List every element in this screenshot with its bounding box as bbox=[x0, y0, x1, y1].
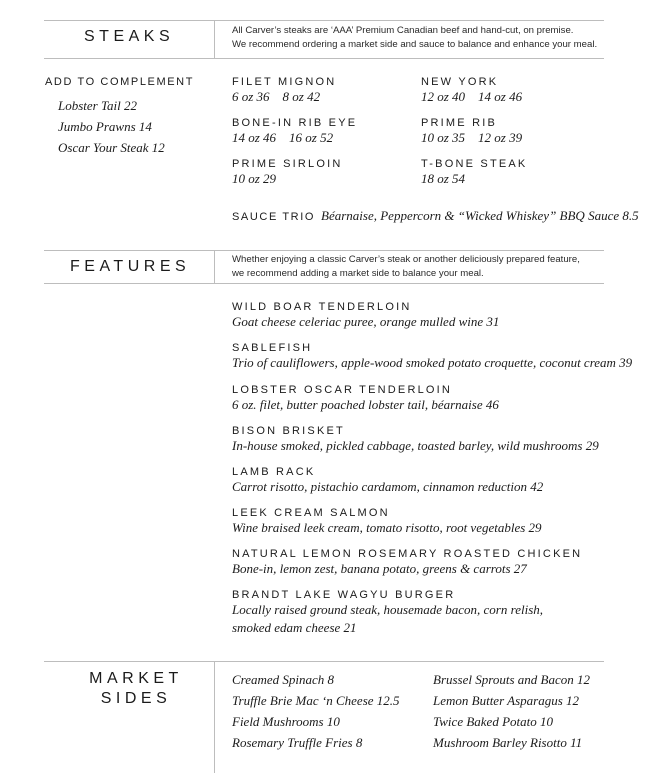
steak-name: PRIME RIB bbox=[421, 117, 498, 129]
feature-name: LEEK CREAM SALMON bbox=[232, 507, 390, 519]
feature-desc: Bone-in, lemon zest, banana potato, greens & carrots 27 bbox=[232, 561, 527, 576]
steak-price: 10 oz 29 bbox=[232, 171, 277, 186]
market-sides-title-line: SIDES bbox=[100, 690, 172, 707]
steak-name: PRIME SIRLOIN bbox=[232, 158, 343, 170]
feature-desc: Trio of cauliflowers, apple-wood smoked potato croquette, coconut cream 39 bbox=[232, 355, 633, 370]
steaks-divider bbox=[214, 20, 215, 58]
feature-name: SABLEFISH bbox=[232, 342, 313, 354]
features-description bbox=[232, 253, 580, 280]
side-item: Creamed Spinach 8 bbox=[232, 672, 335, 687]
feature-item-sablefish bbox=[232, 342, 632, 372]
feature-item-wagyu-burger bbox=[232, 589, 543, 637]
steaks-description-line: All Carver’s steaks are ‘AAA’ Premium Canadian beef and hand-cut, on premise. bbox=[232, 25, 574, 36]
market-sides-divider bbox=[214, 661, 215, 773]
feature-desc: Carrot risotto, pistachio cardamom, cinnamon reduction 42 bbox=[232, 479, 544, 494]
steak-price: 14 oz 46 16 oz 52 bbox=[232, 130, 334, 145]
steak-item-bone-in-rib-eye bbox=[232, 117, 357, 146]
feature-desc: smoked edam cheese 21 bbox=[232, 620, 357, 635]
feature-desc: Locally raised ground steak, housemade bacon, corn relish, bbox=[232, 602, 543, 617]
market-sides-left-list bbox=[232, 669, 400, 753]
steaks-top-rule bbox=[44, 20, 604, 21]
feature-name: BISON BRISKET bbox=[232, 425, 345, 437]
features-description-line: we recommend adding a market side to balance your meal. bbox=[232, 267, 484, 279]
feature-name: BRANDT LAKE WAGYU BURGER bbox=[232, 589, 456, 601]
feature-item-bison-brisket bbox=[232, 425, 599, 455]
sauce-trio bbox=[232, 207, 639, 225]
steaks-description-line: We recommend ordering a market side and sauce to balance and enhance your meal. bbox=[232, 38, 598, 50]
side-item: Field Mushrooms 10 bbox=[232, 714, 340, 729]
steak-price: 12 oz 40 14 oz 46 bbox=[421, 89, 523, 104]
feature-item-lamb-rack bbox=[232, 466, 543, 496]
side-item: Brussel Sprouts and Bacon 12 bbox=[433, 672, 590, 687]
feature-desc: Wine braised leek cream, tomato risotto, root vegetables 29 bbox=[232, 520, 542, 535]
steak-item-prime-rib bbox=[421, 117, 522, 146]
steak-item-new-york bbox=[421, 76, 522, 105]
steaks-description bbox=[232, 24, 597, 51]
steak-name: FILET MIGNON bbox=[232, 76, 337, 88]
complement-item-jumbo-prawns: Jumbo Prawns 14 bbox=[58, 119, 152, 134]
side-item: Rosemary Truffle Fries 8 bbox=[232, 735, 363, 750]
feature-name: WILD BOAR TENDERLOIN bbox=[232, 301, 412, 313]
steak-price: 10 oz 35 12 oz 39 bbox=[421, 130, 523, 145]
complement-item-oscar: Oscar Your Steak 12 bbox=[58, 140, 165, 155]
side-item: Lemon Butter Asparagus 12 bbox=[433, 693, 580, 708]
feature-name: LOBSTER OSCAR TENDERLOIN bbox=[232, 384, 453, 396]
features-title: FEATURES bbox=[70, 258, 191, 275]
steak-item-t-bone-steak bbox=[421, 158, 527, 187]
features-top-rule bbox=[44, 250, 604, 251]
sauce-trio-text: Béarnaise, Peppercorn & “Wicked Whiskey” BBQ Sauce 8.5 bbox=[321, 208, 639, 223]
steak-price: 18 oz 54 bbox=[421, 171, 466, 186]
feature-name: NATURAL LEMON ROSEMARY ROASTED CHICKEN bbox=[232, 548, 583, 560]
steak-name: T-BONE STEAK bbox=[421, 158, 528, 170]
feature-item-lobster-oscar bbox=[232, 384, 499, 414]
market-sides-title bbox=[82, 669, 190, 709]
market-sides-right-list bbox=[433, 669, 590, 753]
features-divider bbox=[214, 250, 215, 283]
steak-item-prime-sirloin bbox=[232, 158, 343, 187]
feature-item-wild-boar bbox=[232, 301, 499, 331]
feature-desc: Goat cheese celeriac puree, orange mulled wine 31 bbox=[232, 314, 500, 329]
feature-name: LAMB RACK bbox=[232, 466, 316, 478]
complement-item-lobster-tail: Lobster Tail 22 bbox=[58, 98, 137, 113]
feature-desc: In-house smoked, pickled cabbage, toasted barley, wild mushrooms 29 bbox=[232, 438, 599, 453]
steaks-bottom-rule bbox=[44, 58, 604, 59]
steak-name: NEW YORK bbox=[421, 76, 499, 88]
complement-heading: ADD TO COMPLEMENT bbox=[45, 76, 195, 88]
steaks-title: STEAKS bbox=[84, 28, 175, 45]
feature-desc: 6 oz. filet, butter poached lobster tail, béarnaise 46 bbox=[232, 397, 499, 412]
side-item: Twice Baked Potato 10 bbox=[433, 714, 553, 729]
steak-name: BONE-IN RIB EYE bbox=[232, 117, 358, 129]
side-item: Mushroom Barley Risotto 11 bbox=[433, 735, 583, 750]
side-item: Truffle Brie Mac ‘n Cheese 12.5 bbox=[232, 693, 400, 708]
market-sides-title-line: MARKET bbox=[89, 670, 183, 687]
steak-price: 6 oz 36 8 oz 42 bbox=[232, 89, 321, 104]
market-sides-top-rule bbox=[44, 661, 604, 662]
feature-item-lemon-chicken bbox=[232, 548, 582, 578]
steak-item-filet-mignon bbox=[232, 76, 336, 105]
features-description-line: Whether enjoying a classic Carver’s steak or another deliciously prepared feature, bbox=[232, 254, 580, 265]
features-bottom-rule bbox=[44, 283, 604, 284]
feature-item-leek-cream-salmon bbox=[232, 507, 542, 537]
sauce-trio-label: SAUCE TRIO bbox=[232, 211, 316, 223]
complement-list bbox=[58, 95, 165, 158]
